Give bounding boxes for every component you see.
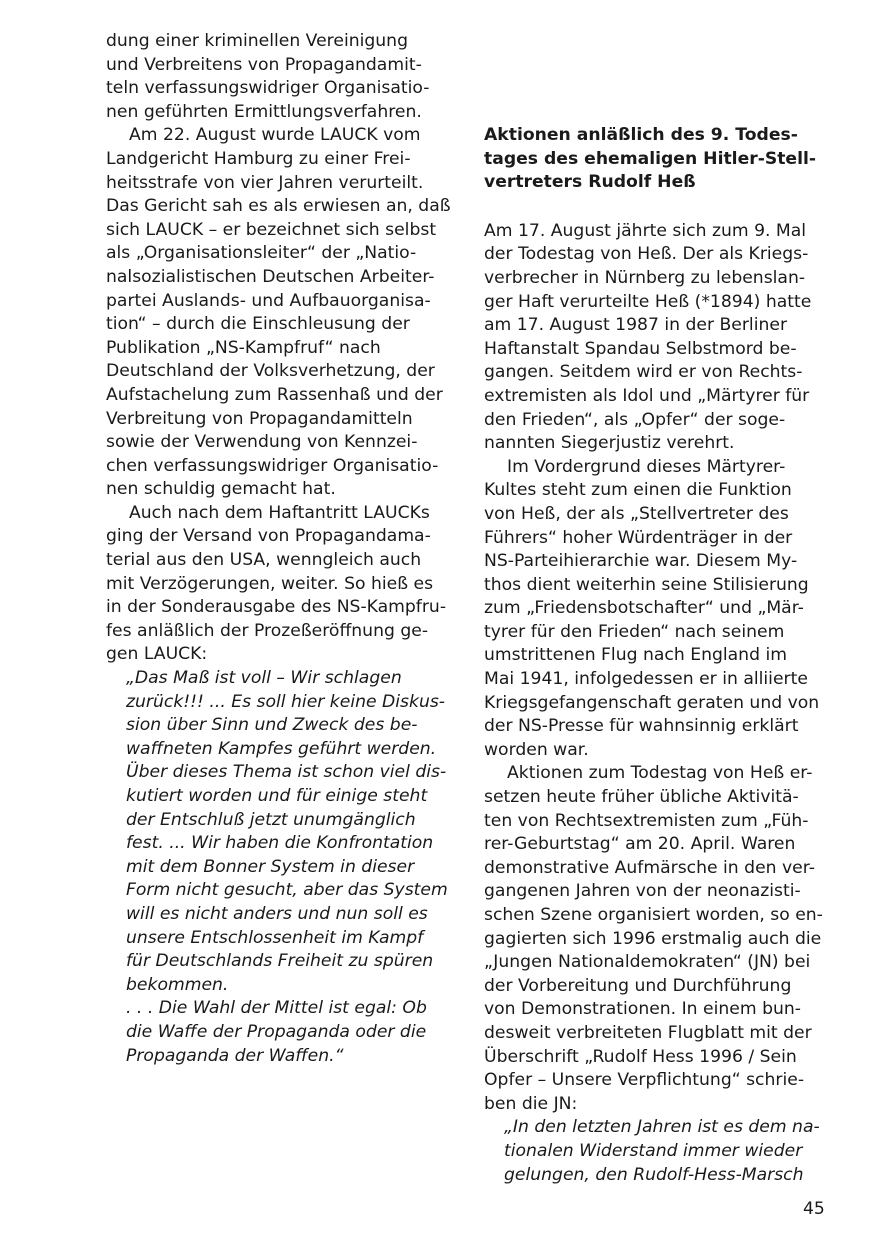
text-line: der Vorbereitung und Durchführung bbox=[484, 975, 792, 996]
text-line: schen Szene organisiert worden, so en- bbox=[484, 905, 823, 925]
heading-line: vertreters Rudolf Heß bbox=[484, 172, 696, 193]
text-line: Kriegsgefangenschaft geraten und von bbox=[484, 692, 820, 713]
text-line: tion“ – durch die Einschleusung der bbox=[106, 314, 410, 335]
text-line: Publikation „NS-Kampfruf“ nach bbox=[106, 337, 381, 358]
left-column bbox=[106, 30, 451, 1068]
left-paragraph-1 bbox=[106, 30, 451, 124]
quote-line: mit dem Bonner System in dieser bbox=[126, 856, 415, 877]
text-line: Kultes steht zum einen die Funktion bbox=[484, 480, 792, 501]
text-line: Haftanstalt Spandau Selbstmord be- bbox=[484, 338, 797, 359]
text-line: rer-Geburtstag“ am 20. April. Waren bbox=[484, 834, 796, 855]
text-line: Verbreitung von Propagandamitteln bbox=[106, 408, 413, 429]
heading-line: tages des ehemaligen Hitler-Stell- bbox=[484, 148, 817, 169]
text-line: am 17. August 1987 in der Berliner bbox=[484, 315, 788, 336]
text-line: nen geführten Ermittlungsverfahren. bbox=[106, 101, 422, 122]
quote-line: will es nicht anders und nun soll es bbox=[126, 903, 428, 924]
quote-line: gelungen, den Rudolf-Hess-Marsch bbox=[504, 1164, 804, 1185]
text-line: Das Gericht sah es als erwiesen an, daß bbox=[106, 196, 451, 217]
quote-line: zurück!!! ... Es soll hier keine Diskus- bbox=[126, 691, 446, 712]
quote-line: Form nicht gesucht, aber das System bbox=[126, 880, 448, 901]
right-paragraph-2 bbox=[484, 456, 829, 763]
text-line: chen verfassungswidriger Organisatio- bbox=[106, 455, 439, 476]
text-line: ben die JN: bbox=[484, 1093, 578, 1114]
text-line: Deutschland der Volksverhetzung, der bbox=[106, 361, 435, 382]
right-blockquote bbox=[484, 1116, 829, 1187]
text-line: den Frieden“, als „Opfer“ der soge- bbox=[484, 409, 786, 430]
text-line: in der Sonderausgabe des NS-Kampfru- bbox=[106, 597, 447, 618]
text-line: der NS-Presse für wahnsinnig erklärt bbox=[484, 716, 799, 737]
text-line: setzen heute früher übliche Aktivitä- bbox=[484, 787, 799, 808]
text-line: Im Vordergrund dieses Märtyrer- bbox=[507, 456, 786, 477]
text-line: worden war. bbox=[484, 739, 589, 760]
text-line: verbrecher in Nürnberg zu lebenslan- bbox=[484, 267, 806, 288]
text-line: Am 17. August jährte sich zum 9. Mal bbox=[484, 220, 807, 241]
text-line: dung einer kriminellen Vereinigung bbox=[106, 31, 408, 51]
text-line: Führers“ hoher Würdenträger in der bbox=[484, 527, 793, 548]
heading-spacer bbox=[484, 195, 829, 220]
heading-line: Aktionen anläßlich des 9. Todes- bbox=[484, 125, 798, 145]
text-line: Am 22. August wurde LAUCK vom bbox=[129, 125, 421, 146]
text-line: umstrittenen Flug nach England im bbox=[484, 645, 787, 666]
text-line: „Jungen Nationaldemokraten“ (JN) bei bbox=[484, 952, 811, 973]
text-line: Aufstachelung zum Rassenhaß und der bbox=[106, 384, 443, 405]
text-line: tyrer für den Frieden“ nach seinem bbox=[484, 621, 785, 642]
text-line: Opfer – Unsere Verpflichtung“ schrie- bbox=[484, 1070, 805, 1091]
text-line: gangen. Seitdem wird er von Rechts- bbox=[484, 362, 803, 383]
left-blockquote bbox=[106, 667, 451, 1068]
quote-line: . . . Die Wahl der Mittel ist egal: Ob bbox=[126, 998, 427, 1019]
text-line: teln verfassungswidriger Organisatio- bbox=[106, 78, 430, 99]
text-line: terial aus den USA, wenngleich auch bbox=[106, 550, 422, 571]
text-line: fes anläßlich der Prozeßeröffnung ge- bbox=[106, 620, 429, 641]
section-heading bbox=[484, 124, 829, 195]
right-paragraph-3 bbox=[484, 762, 829, 1116]
left-paragraph-3 bbox=[106, 502, 451, 667]
text-line: nen schuldig gemacht hat. bbox=[106, 479, 336, 500]
text-line: NS-Parteihierarchie war. Diesem My- bbox=[484, 551, 798, 572]
text-line: sich LAUCK – er bezeichnet sich selbst bbox=[106, 219, 437, 240]
left-paragraph-2 bbox=[106, 124, 451, 502]
text-line: desweit verbreiteten Flugblatt mit der bbox=[484, 1022, 812, 1043]
text-line: partei Auslands- und Aufbauorganisa- bbox=[106, 290, 431, 311]
text-line: mit Verzögerungen, weiter. So hieß es bbox=[106, 573, 434, 594]
text-line: nalsozialistischen Deutschen Arbeiter- bbox=[106, 266, 435, 287]
quote-line: waffneten Kampfes geführt werden. bbox=[126, 738, 437, 759]
text-line: Landgericht Hamburg zu einer Frei- bbox=[106, 148, 411, 169]
text-line: extremisten als Idol und „Märtyrer für bbox=[484, 385, 810, 406]
text-line: heitsstrafe von vier Jahren verurteilt. bbox=[106, 172, 424, 193]
right-paragraph-1 bbox=[484, 220, 829, 456]
text-line: Mai 1941, infolgedessen er in alliierte bbox=[484, 669, 808, 690]
text-line: gen LAUCK: bbox=[106, 644, 208, 665]
text-line: von Demonstrationen. In einem bun- bbox=[484, 999, 801, 1020]
text-line: ger Haft verurteilte Heß (*1894) hatte bbox=[484, 291, 812, 312]
quote-line: „In den letzten Jahren ist es dem na- bbox=[504, 1117, 820, 1138]
quote-line: „Das Maß ist voll – Wir schlagen bbox=[126, 668, 402, 689]
text-line: gagierten sich 1996 erstmalig auch die bbox=[484, 928, 822, 949]
text-line: und Verbreitens von Propagandamit- bbox=[106, 54, 422, 75]
text-line: Aktionen zum Todestag von Heß er- bbox=[507, 763, 813, 784]
page-number: 45 bbox=[803, 1199, 825, 1219]
text-line: der Todestag von Heß. Der als Kriegs- bbox=[484, 244, 809, 265]
quote-line: fest. ... Wir haben die Konfrontation bbox=[126, 833, 434, 854]
text-line: Auch nach dem Haftantritt LAUCKs bbox=[129, 502, 430, 523]
text-line: ging der Versand von Propagandama- bbox=[106, 526, 431, 547]
quote-line: bekommen. bbox=[126, 974, 229, 995]
quote-line: kutiert worden und für einige steht bbox=[126, 786, 428, 806]
text-line: nannten Siegerjustiz verehrt. bbox=[484, 433, 735, 454]
quote-line: für Deutschlands Freiheit zu spüren bbox=[126, 951, 434, 972]
text-line: Überschrift „Rudolf Hess 1996 / Sein bbox=[484, 1046, 797, 1067]
text-line: thos dient weiterhin seine Stilisierung bbox=[484, 574, 809, 595]
quote-line: Über dieses Thema ist schon viel dis- bbox=[126, 762, 447, 783]
quote-line: unsere Entschlossenheit im Kampf bbox=[126, 927, 424, 948]
quote-line: die Waffe der Propaganda oder die bbox=[126, 1021, 427, 1042]
quote-line: der Entschluß jetzt unumgänglich bbox=[126, 809, 416, 830]
text-line: ten von Rechtsextremisten zum „Füh- bbox=[484, 810, 809, 831]
quote-line: sion über Sinn und Zweck des be- bbox=[126, 715, 418, 736]
quote-line: tionalen Widerstand immer wieder bbox=[504, 1140, 803, 1161]
text-line: demonstrative Aufmärsche in den ver- bbox=[484, 857, 815, 878]
text-line: zum „Friedensbotschafter“ und „Mär- bbox=[484, 598, 804, 619]
column-spacer bbox=[484, 30, 829, 124]
right-column bbox=[484, 30, 829, 1187]
text-line: als „Organisationsleiter“ der „Natio- bbox=[106, 243, 417, 264]
text-line: gangenen Jahren von der neonazisti- bbox=[484, 881, 801, 902]
text-line: von Heß, der als „Stellvertreter des bbox=[484, 503, 789, 524]
quote-line: Propaganda der Waffen.“ bbox=[126, 1045, 344, 1066]
text-line: sowie der Verwendung von Kennzei- bbox=[106, 432, 418, 453]
